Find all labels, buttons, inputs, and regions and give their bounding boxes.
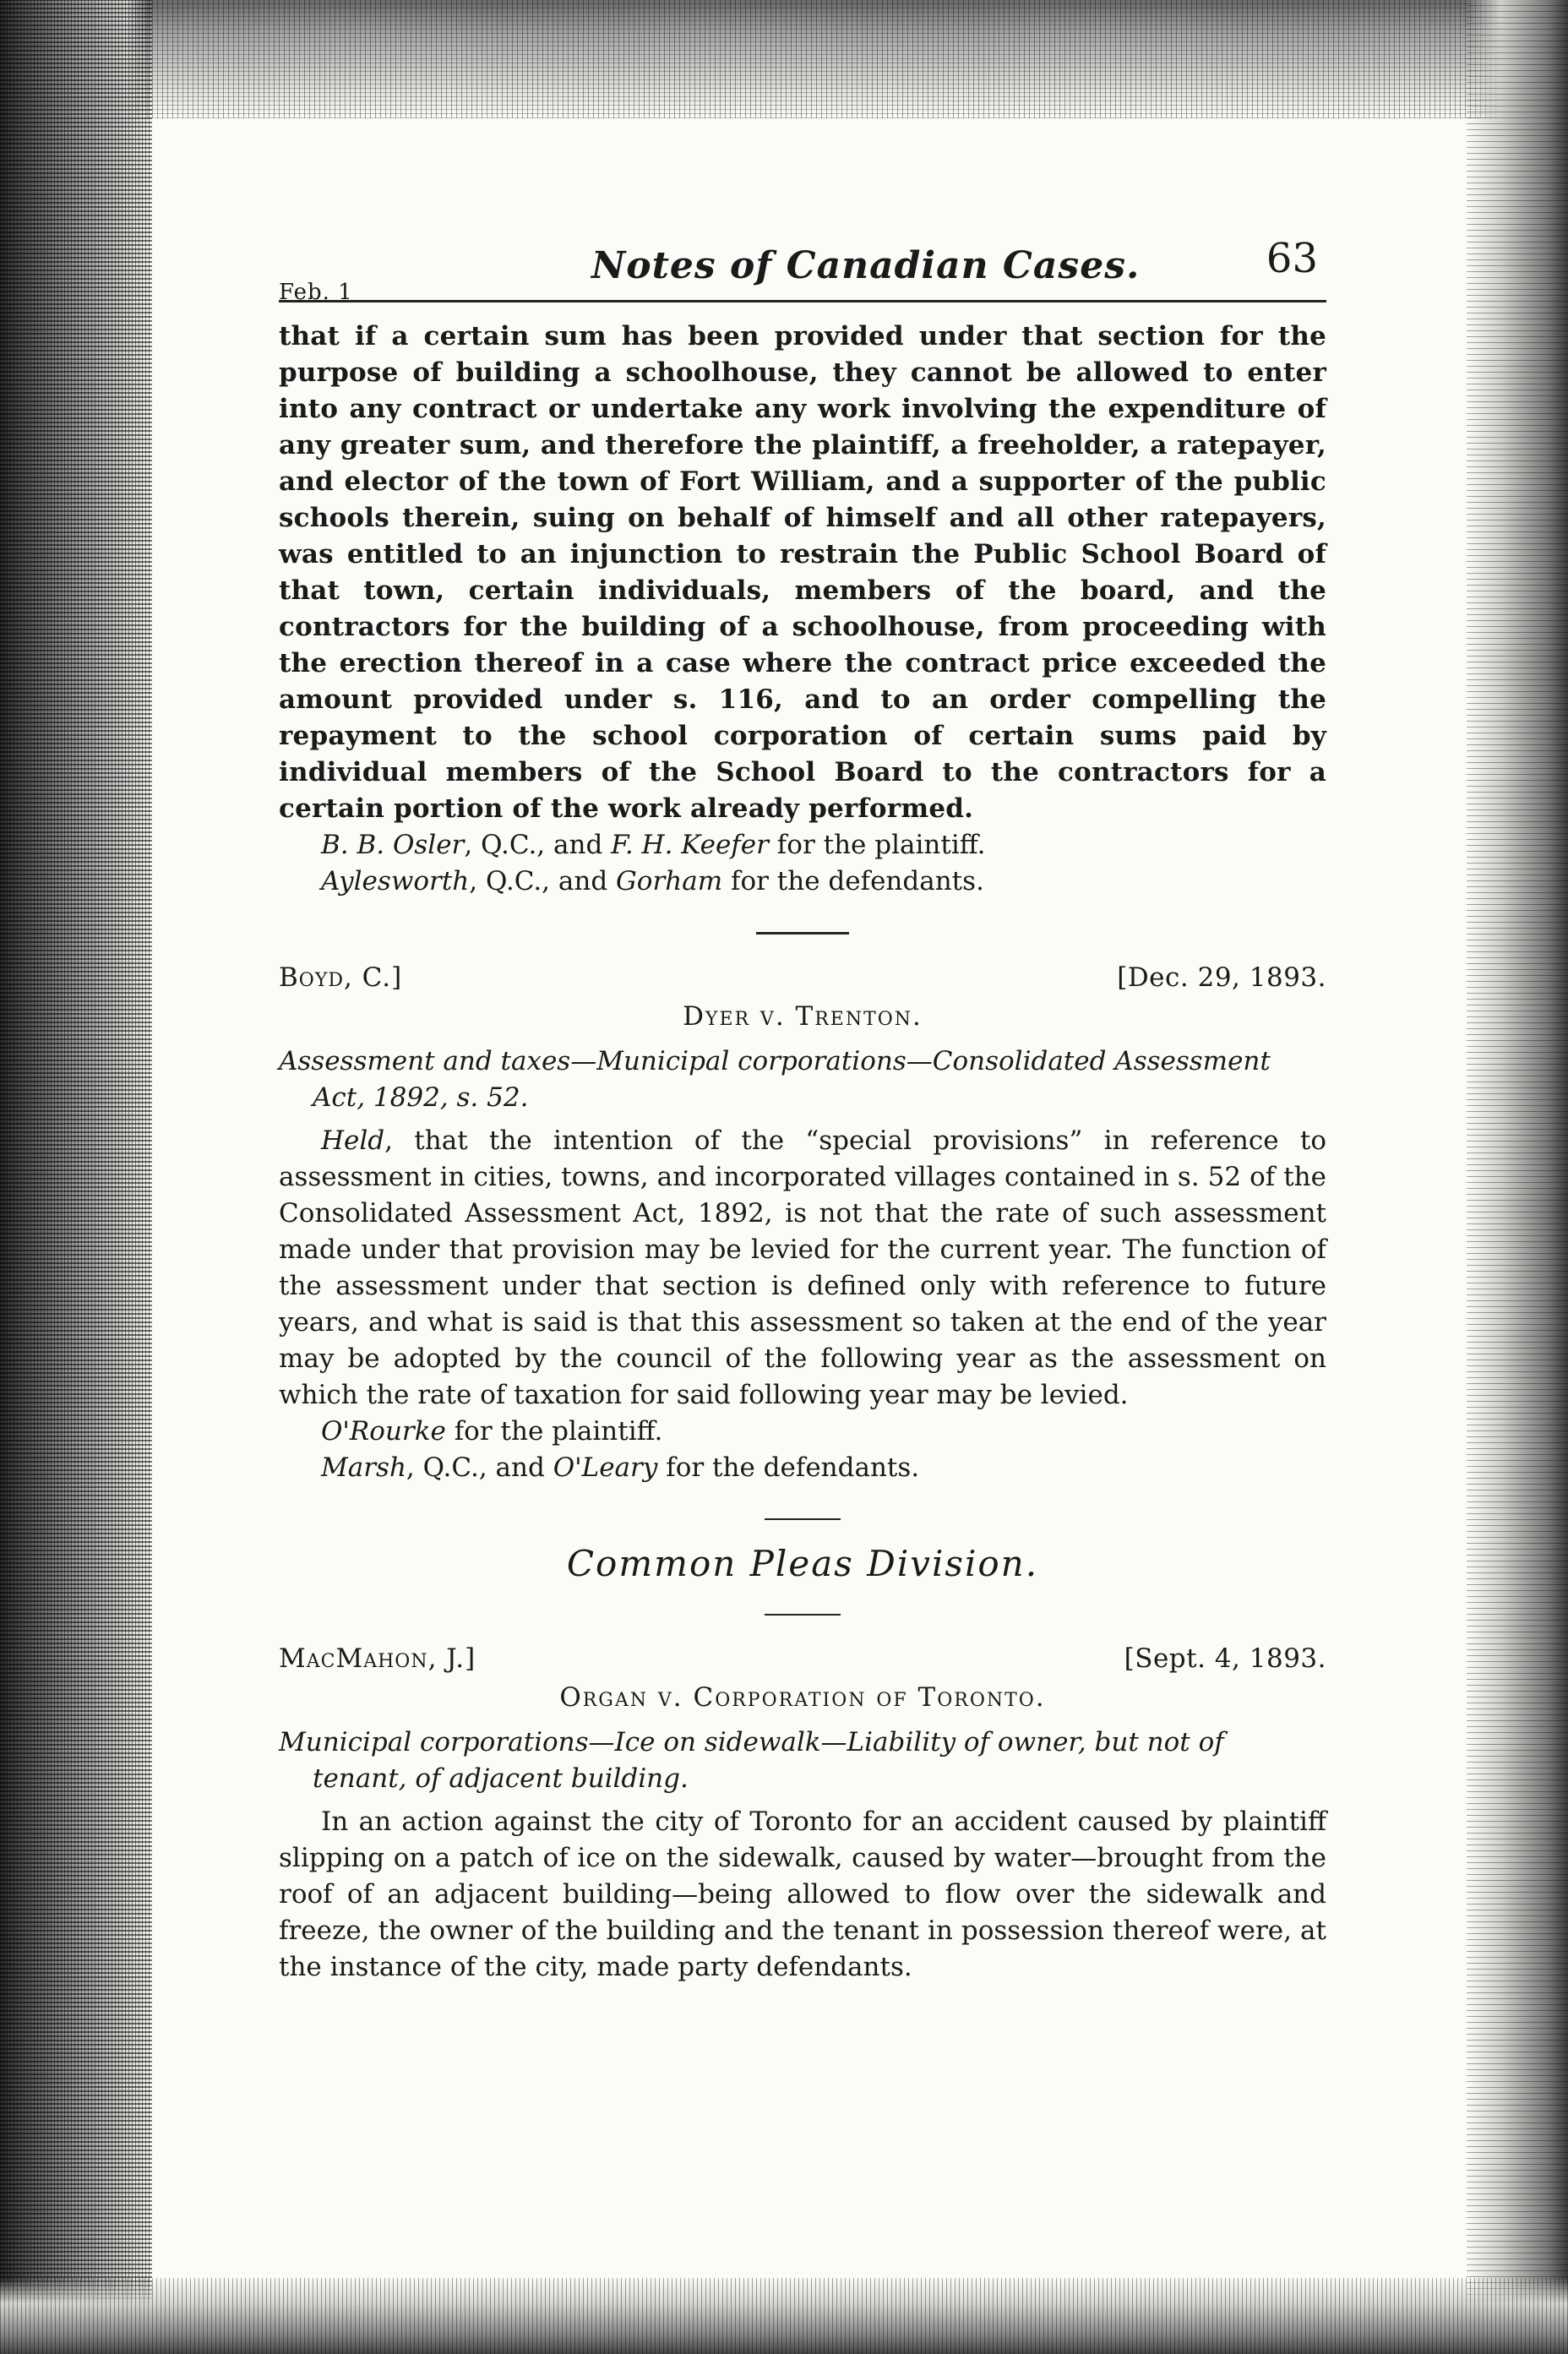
counsel-role: for the defendants. xyxy=(657,1452,920,1483)
section-divider xyxy=(765,1614,841,1616)
case-date: [Sept. 4, 1893. xyxy=(1124,1643,1326,1674)
counsel-name: Aylesworth xyxy=(321,866,470,896)
counsel-plaintiff-line xyxy=(321,1414,1326,1450)
scan-edge-bottom xyxy=(0,2278,1568,2354)
division-heading: Common Pleas Division. xyxy=(566,1543,1039,1584)
counsel-role: for the plaintiff. xyxy=(768,830,986,860)
section-divider xyxy=(765,1518,841,1520)
running-head xyxy=(279,235,1326,305)
counsel-defendant-line xyxy=(321,1450,1326,1486)
header-rule xyxy=(279,300,1326,302)
counsel-name: Gorham xyxy=(616,866,723,896)
case-title-dyer: Dyer v. Trenton. xyxy=(683,1001,923,1032)
case-date: [Dec. 29, 1893. xyxy=(1117,962,1326,993)
page-content xyxy=(279,235,1326,1986)
held-word: Held xyxy=(321,1125,385,1156)
holding-text: , that the intention of the “special provisions” in reference to assessment in cities, towns, and incorporated villages contained in s. 52 of the Consolidated Assessment Act, 1892, is not that the rate of such assessment made under that provision may be levied for the current year. The function of the assessment under that section is defined only with reference to future years, and what is said is that this assessment so taken at the end of the year may be adopted by the council of the following year as the assessment on which the rate of taxation for said following year may be levied. xyxy=(279,1125,1326,1410)
section-divider xyxy=(756,932,849,935)
scan-edge-top xyxy=(0,0,1568,118)
case-body-organ: In an action against the city of Toronto for an accident caused by plaintiff slipping on a patch of ice on the sidewalk, caused by water—brought from the roof of an adjacent building—being allowed to flow over the sidewalk and freeze, the owner of the building and the tenant in possession thereof were, at the instance of the city, made party defendants. xyxy=(279,1806,1326,1982)
case-header-dyer xyxy=(279,960,1326,999)
scan-edge-left xyxy=(0,0,152,2354)
case-headnote-organ: Municipal corporations—Ice on sidewalk—Liability of owner, but not of tenant, of adjacent building. xyxy=(279,1727,1224,1794)
counsel-name: F. H. Keefer xyxy=(611,830,769,860)
counsel-defendant-line xyxy=(321,864,1326,900)
counsel-role: for the plaintiff. xyxy=(445,1416,663,1447)
counsel-name: O'Leary xyxy=(553,1452,658,1483)
counsel-connector: , Q.C., and xyxy=(469,866,617,896)
counsel-connector: , Q.C., and xyxy=(406,1452,553,1483)
page-number: 63 xyxy=(1266,235,1318,282)
case-title-organ: Organ v. Corporation of Toronto. xyxy=(559,1682,1046,1713)
case-continuation-text: that if a certain sum has been provided under that section for the purpose of building a schoolhouse, they cannot be allowed to enter into any contract or undertake any work involving the expenditure of any greater sum, and therefore the plaintiff, a freeholder, a ratepayer, and elector of the town of Fort William, and a supporter of the public schools therein, suing on behalf of himself and all other ratepayers, was entitled to an injunction to restrain the Public School Board of that town, certain individuals, members of the board, and the contractors for the building of a schoolhouse, from proceeding with the erection thereof in a case where the contract price exceeded the amount provided under s. 116, and to an order compelling the repayment to the school corporation of certain sums paid by individual members of the School Board to the contractors for a certain portion of the work already performed. xyxy=(279,321,1326,824)
counsel-connector: , Q.C., and xyxy=(464,830,612,860)
case-headnote-dyer: Assessment and taxes—Municipal corporations—Consolidated Assessment Act, 1892, s. 52. xyxy=(279,1046,1271,1113)
case-judge: MacMahon, J.] xyxy=(279,1643,476,1674)
counsel-plaintiff-line xyxy=(321,827,1326,864)
scan-edge-right xyxy=(1467,0,1568,2354)
case-holding-dyer xyxy=(279,1123,1326,1414)
counsel-name: B. B. Osler xyxy=(321,830,465,860)
case-header-organ xyxy=(279,1641,1326,1680)
counsel-name: Marsh xyxy=(321,1452,406,1483)
counsel-name: O'Rourke xyxy=(321,1416,446,1447)
case-judge: Boyd, C.] xyxy=(279,962,403,993)
running-head-title: Notes of Canadian Cases. xyxy=(591,244,1141,287)
counsel-role: for the defendants. xyxy=(722,866,984,896)
running-head-date: Feb. 1 xyxy=(279,280,353,305)
